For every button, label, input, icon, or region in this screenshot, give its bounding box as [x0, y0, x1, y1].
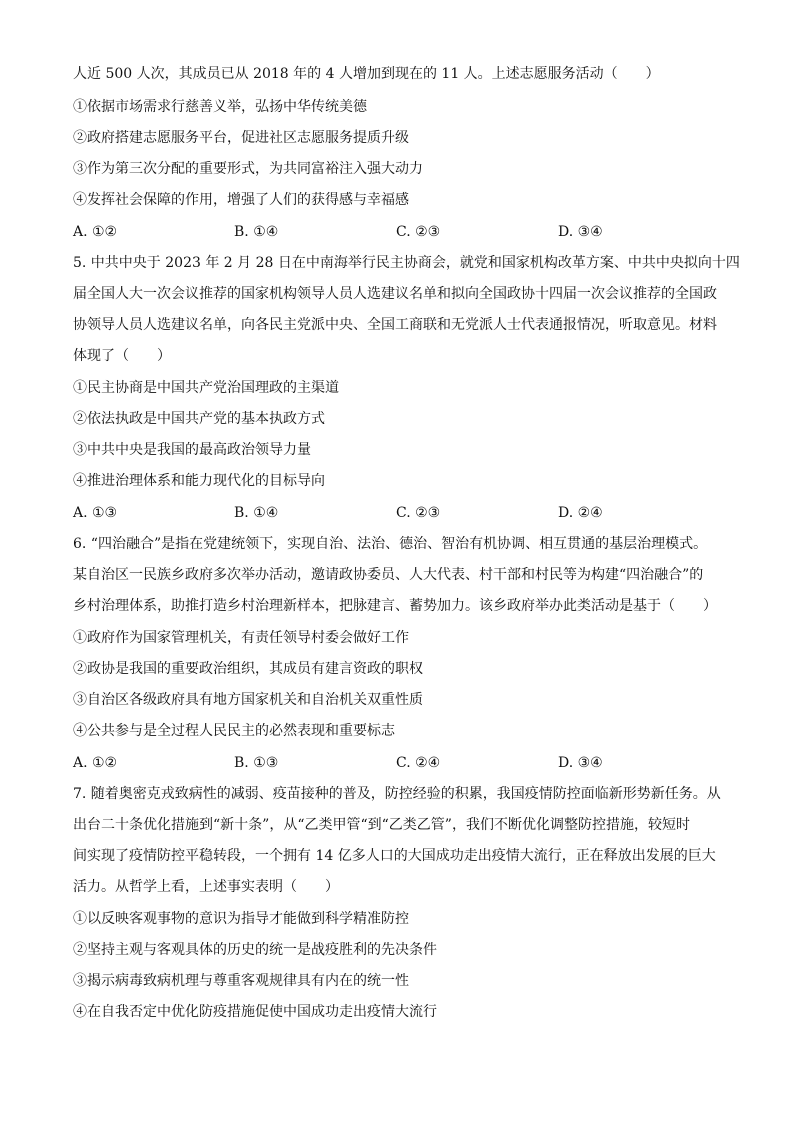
q6-choices — [73, 753, 723, 773]
q7-stem-line-2: 出台二十条优化措施到“新十条”，从“乙类甲管“到“乙类乙管”，我们不断优化调整防控措施，较短时 — [73, 817, 690, 833]
q4-statement-2: ②政府搭建志愿服务平台，促进社区志愿服务提质升级 — [73, 130, 409, 146]
q5-statement-3: ③中共中央是我国的最高政治领导力量 — [73, 442, 311, 458]
q6-choice-d: D. ③④ — [558, 755, 603, 771]
q7-stem-line-3: 间实现了疫情防控平稳转段，一个拥有 14 亿多人口的大国成功走出疫情大流行，正在释放出发展的巨大 — [73, 848, 716, 864]
q5-stem-line-4: 体现了（ ） — [73, 348, 171, 364]
q7-statement-2: ②坚持主观与客观具体的历史的统一是战疫胜利的先决条件 — [73, 942, 437, 958]
q6-stem-line-1: 6. “四治融合”是指在党建统领下，实现自治、法治、德治、智治有机协调、相互贯通的基层治理模式。 — [73, 536, 708, 552]
q4-choice-d: D. ③④ — [558, 224, 603, 240]
q5-statement-1: ①民主协商是中国共产党治国理政的主渠道 — [73, 380, 339, 396]
q6-stem-line-2: 某自治区一民族乡政府多次举办活动，邀请政协委员、人大代表、村干部和村民等为构建“四治融合”的 — [73, 567, 704, 583]
q6-choice-c: C. ②④ — [396, 755, 441, 771]
q4-statement-3: ③作为第三次分配的重要形式，为共同富裕注入强大动力 — [73, 161, 423, 177]
q5-choices — [73, 503, 723, 523]
q5-stem-line-3: 协领导人员人选建议名单，向各民主党派中央、全国工商联和无党派人士代表通报情况，听取意见。材料 — [73, 317, 717, 333]
q7-statement-3: ③揭示病毒致病机理与尊重客观规律具有内在的统一性 — [73, 973, 409, 989]
q5-choice-b: B. ①④ — [234, 505, 279, 521]
q5-statement-4: ④推进治理体系和能力现代化的目标导向 — [73, 473, 325, 489]
q6-statement-1: ①政府作为国家管理机关，有责任领导村委会做好工作 — [73, 630, 409, 646]
q6-statement-4: ④公共参与是全过程人民民主的必然表现和重要标志 — [73, 723, 395, 739]
q6-statement-2: ②政协是我国的重要政治组织，其成员有建言资政的职权 — [73, 661, 423, 677]
q5-stem-line-1: 5. 中共中央于 2023 年 2 月 28 日在中南海举行民主协商会，就党和国家机构改革方案、中共中央拟向十四 — [73, 255, 740, 271]
q6-choice-a: A. ①② — [73, 755, 118, 771]
q4-statement-4: ④发挥社会保障的作用，增强了人们的获得感与幸福感 — [73, 192, 409, 208]
q7-stem-line-1: 7. 随着奥密克戎致病性的减弱、疫苗接种的普及，防控经验的积累，我国疫情防控面临新形势新任务。从 — [73, 786, 721, 802]
q4-statement-1: ①依据市场需求行慈善义举，弘扬中华传统美德 — [73, 99, 367, 115]
q5-stem-line-2: 届全国人大一次会议推荐的国家机构领导人员人选建议名单和拟向全国政协十四届一次会议推荐的全国政 — [73, 286, 717, 302]
q4-choice-c: C. ②③ — [396, 224, 441, 240]
q5-choice-a: A. ①③ — [73, 505, 118, 521]
q5-choice-c: C. ②③ — [396, 505, 441, 521]
q7-statement-1: ①以反映客观事物的意识为指导才能做到科学精准防控 — [73, 911, 409, 927]
q6-statement-3: ③自治区各级政府具有地方国家机关和自治机关双重性质 — [73, 692, 423, 708]
q4-choices — [73, 222, 723, 242]
q5-statement-2: ②依法执政是中国共产党的基本执政方式 — [73, 411, 325, 427]
q4-stem-line: 人近 500 人次，其成员已从 2018 年的 4 人增加到现在的 11 人。上述志愿服务活动（ ） — [73, 66, 660, 82]
q4-choice-a: A. ①② — [73, 224, 118, 240]
q5-choice-d: D. ②④ — [558, 505, 603, 521]
q6-stem-line-3: 乡村治理体系，助推打造乡村治理新样本，把脉建言、蓄势加力。该乡政府举办此类活动是基于（ ） — [73, 598, 717, 614]
q7-stem-line-4: 活力。从哲学上看，上述事实表明（ ） — [73, 879, 339, 895]
q7-statement-4: ④在自我否定中优化防疫措施促使中国成功走出疫情大流行 — [73, 1004, 437, 1020]
q6-choice-b: B. ①③ — [234, 755, 279, 771]
q4-choice-b: B. ①④ — [234, 224, 279, 240]
